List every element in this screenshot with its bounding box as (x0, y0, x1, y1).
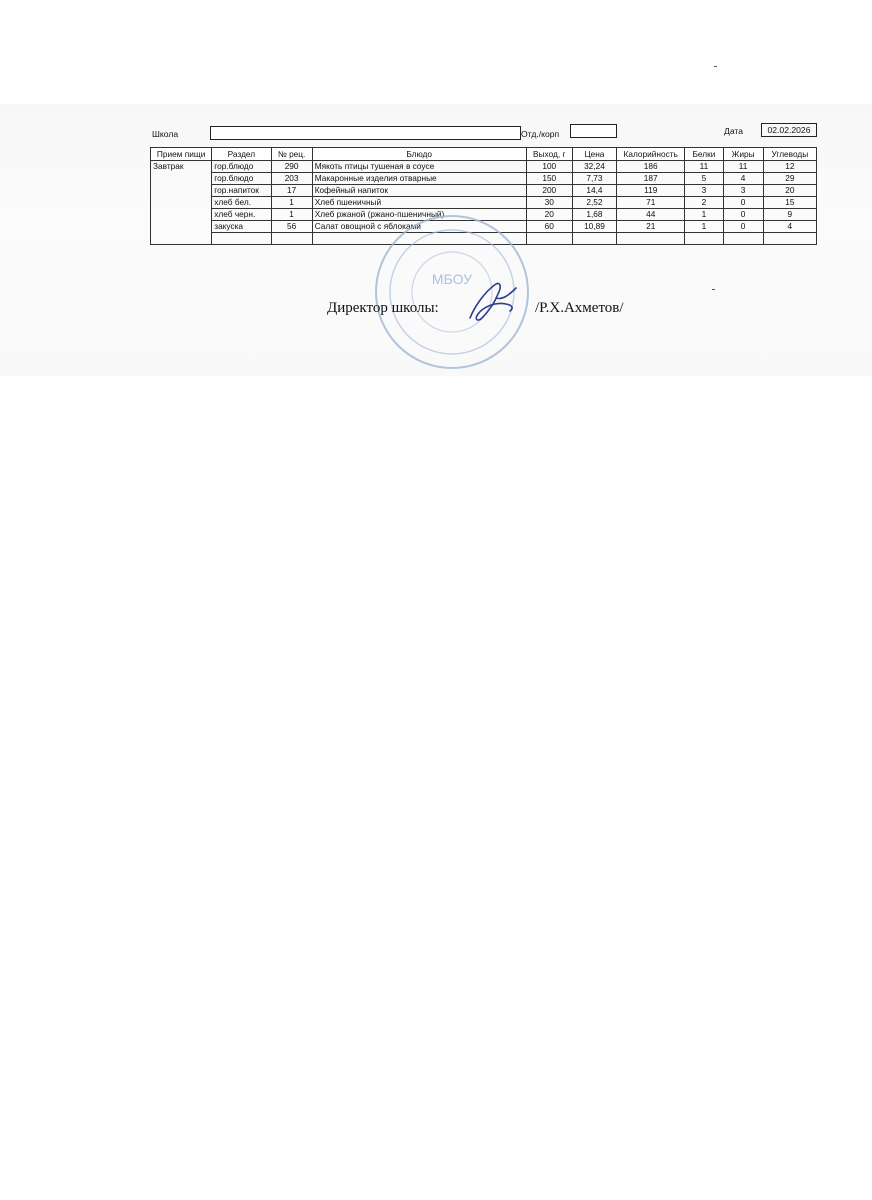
col-header-calories: Калорийность (617, 148, 685, 161)
price-cell: 1,68 (572, 209, 616, 221)
empty-cell (526, 233, 572, 245)
price-cell: 32,24 (572, 161, 616, 173)
fats-cell: 3 (723, 185, 763, 197)
yield-cell: 150 (526, 173, 572, 185)
proteins-cell: 3 (685, 185, 723, 197)
school-field (210, 126, 521, 140)
scan-speck (712, 289, 715, 290)
carbs-cell: 15 (763, 197, 816, 209)
empty-cell (212, 233, 271, 245)
dish-cell: Хлеб пшеничный (312, 197, 526, 209)
yield-cell: 20 (526, 209, 572, 221)
calories-cell: 186 (617, 161, 685, 173)
dish-cell: Салат овощной с яблоками (312, 221, 526, 233)
section-cell: хлеб черн. (212, 209, 271, 221)
branch-field (570, 124, 617, 138)
table-row (151, 161, 817, 173)
signature-block (327, 300, 747, 330)
carbs-cell: 20 (763, 185, 816, 197)
price-cell: 14,4 (572, 185, 616, 197)
col-header-meal: Прием пищи (151, 148, 212, 161)
col-header-dish: Блюдо (312, 148, 526, 161)
table-row (151, 197, 817, 209)
table-row (151, 173, 817, 185)
section-cell: закуска (212, 221, 271, 233)
proteins-cell: 5 (685, 173, 723, 185)
fats-cell: 11 (723, 161, 763, 173)
calories-cell: 71 (617, 197, 685, 209)
fats-cell: 0 (723, 221, 763, 233)
recipe-cell: 56 (271, 221, 312, 233)
dish-cell: Кофейный напиток (312, 185, 526, 197)
recipe-cell: 17 (271, 185, 312, 197)
section-cell: хлеб бел. (212, 197, 271, 209)
dish-cell: Мякоть птицы тушеная в соусе (312, 161, 526, 173)
director-name: /Р.Х.Ахметов/ (535, 300, 624, 316)
proteins-cell: 2 (685, 197, 723, 209)
recipe-cell: 1 (271, 209, 312, 221)
calories-cell: 21 (617, 221, 685, 233)
col-header-recipe: № рец. (271, 148, 312, 161)
carbs-cell: 9 (763, 209, 816, 221)
date-field: 02.02.2026 (761, 123, 817, 137)
yield-cell: 30 (526, 197, 572, 209)
fats-cell: 0 (723, 197, 763, 209)
col-header-carbs: Углеводы (763, 148, 816, 161)
table-row (151, 185, 817, 197)
school-label: Школа (152, 129, 179, 139)
carbs-cell: 4 (763, 221, 816, 233)
empty-cell (617, 233, 685, 245)
calories-cell: 119 (617, 185, 685, 197)
price-cell: 10,89 (572, 221, 616, 233)
col-header-section: Раздел (212, 148, 271, 161)
yield-cell: 100 (526, 161, 572, 173)
calories-cell: 44 (617, 209, 685, 221)
calories-cell: 187 (617, 173, 685, 185)
branch-label: Отд./корп (521, 129, 560, 139)
proteins-cell: 11 (685, 161, 723, 173)
col-header-price: Цена (572, 148, 616, 161)
director-title: Директор школы: (327, 300, 439, 316)
empty-cell (685, 233, 723, 245)
section-cell: гор.блюдо (212, 173, 271, 185)
price-cell: 7,73 (572, 173, 616, 185)
fats-cell: 4 (723, 173, 763, 185)
stamp-text: МБОУ (431, 271, 473, 287)
price-cell: 2,52 (572, 197, 616, 209)
col-header-fats: Жиры (723, 148, 763, 161)
yield-cell: 200 (526, 185, 572, 197)
dish-cell: Хлеб ржаной (ржано-пшеничный) (312, 209, 526, 221)
dish-cell: Макаронные изделия отварные (312, 173, 526, 185)
empty-cell (723, 233, 763, 245)
recipe-cell: 290 (271, 161, 312, 173)
meal-cell: Завтрак (151, 161, 212, 245)
proteins-cell: 1 (685, 209, 723, 221)
fats-cell: 0 (723, 209, 763, 221)
empty-cell (271, 233, 312, 245)
empty-cell (763, 233, 816, 245)
empty-cell (572, 233, 616, 245)
col-header-proteins: Белки (685, 148, 723, 161)
table-header-row (151, 148, 817, 161)
carbs-cell: 12 (763, 161, 816, 173)
recipe-cell: 1 (271, 197, 312, 209)
carbs-cell: 29 (763, 173, 816, 185)
yield-cell: 60 (526, 221, 572, 233)
scan-speck (714, 66, 717, 67)
section-cell: гор.блюдо (212, 161, 271, 173)
recipe-cell: 203 (271, 173, 312, 185)
date-label: Дата (724, 126, 744, 136)
col-header-yield: Выход, г (526, 148, 572, 161)
section-cell: гор.напиток (212, 185, 271, 197)
proteins-cell: 1 (685, 221, 723, 233)
